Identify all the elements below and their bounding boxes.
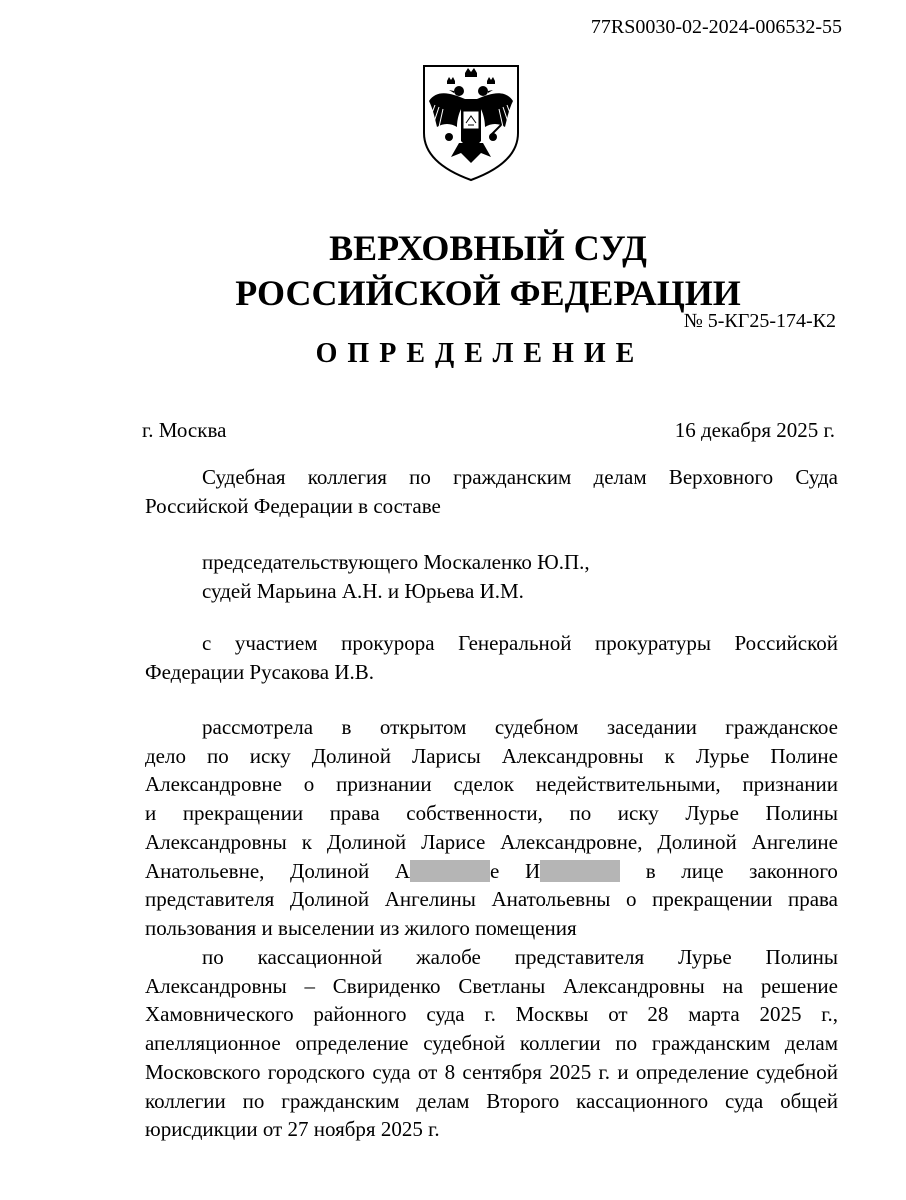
- composition-line: председательствующего Москаленко Ю.П.,: [202, 550, 590, 574]
- considered-line: и прекращении права собственности, по иску Лурье Полины: [145, 801, 838, 826]
- intro-line: Судебная коллегия по гражданским делам Верховного Суда: [202, 465, 838, 489]
- document-place: г. Москва: [142, 418, 227, 442]
- redaction-block: [540, 860, 620, 882]
- prosecutor-line: Федерации Русакова И.В.: [145, 659, 375, 684]
- considered-line: Александровны к Долиной Ларисе Александровне, Долиной Ангелине: [145, 829, 838, 854]
- considered-paragraph: [145, 713, 838, 943]
- composition-line: судей Марьина А.Н. и Юрьева И.М.: [202, 578, 524, 603]
- redacted-line-text: Долиной: [290, 858, 370, 883]
- appeal-paragraph: [145, 943, 838, 1144]
- redacted-name-1: А е: [394, 858, 500, 883]
- appeal-line: Московского городского суда от 8 сентября 2025 г. и определение судебной: [145, 1059, 838, 1084]
- appeal-line: Хамовнического районного суда г. Москвы от 28 марта 2025 г.,: [145, 1002, 838, 1027]
- intro-line: Российской Федерации в составе: [145, 493, 441, 518]
- appeal-line: юрисдикции от 27 ноября 2025 г.: [145, 1117, 440, 1142]
- redacted-name-2: И: [525, 857, 620, 886]
- prosecutor-line: с участием прокурора Генеральной прокуратуры Российской: [202, 631, 838, 655]
- court-name-line1: ВЕРХОВНЫЙ СУД: [329, 228, 647, 268]
- document-date: 16 декабря 2025 г.: [674, 418, 835, 442]
- court-composition: [145, 548, 838, 605]
- redacted-line: [145, 857, 838, 886]
- coat-of-arms-icon: [421, 63, 521, 183]
- document-number: № 5-КГ25-174-К2: [683, 310, 836, 332]
- document-title: ОПРЕДЕЛЕНИЕ: [315, 338, 645, 369]
- considered-line: Александровне о признании сделок недействительными, признании: [145, 772, 838, 797]
- redacted-line-text: законного: [749, 858, 838, 883]
- appeal-line: апелляционное определение судебной коллегии по гражданским делам: [145, 1031, 838, 1056]
- redacted-line-text: лице: [681, 858, 724, 883]
- case-id: 77RS0030-02-2024-006532-55: [590, 16, 842, 38]
- court-name-line2: РОССИЙСКОЙ ФЕДЕРАЦИИ: [235, 273, 741, 313]
- redacted-line-text: в: [645, 858, 656, 883]
- redacted-line-text: Анатольевне,: [145, 858, 265, 883]
- appeal-line: по кассационной жалобе представителя Лурье Полины: [202, 945, 838, 969]
- considered-line: рассмотрела в открытом судебном заседании гражданское: [202, 715, 838, 739]
- intro-paragraph: [145, 463, 838, 520]
- appeal-line: коллегии по гражданским делам Второго кассационного суда общей: [145, 1088, 838, 1113]
- redaction-block: [410, 860, 490, 882]
- appeal-line: Александровны – Свириденко Светланы Александровны на решение: [145, 973, 838, 998]
- considered-line: дело по иску Долиной Ларисы Александровны к Лурье Полине: [145, 743, 838, 768]
- considered-line: представителя Долиной Ангелины Анатольевны о прекращении права: [145, 887, 838, 912]
- prosecutor-paragraph: [145, 629, 838, 686]
- considered-line: пользования и выселении из жилого помещения: [145, 915, 577, 940]
